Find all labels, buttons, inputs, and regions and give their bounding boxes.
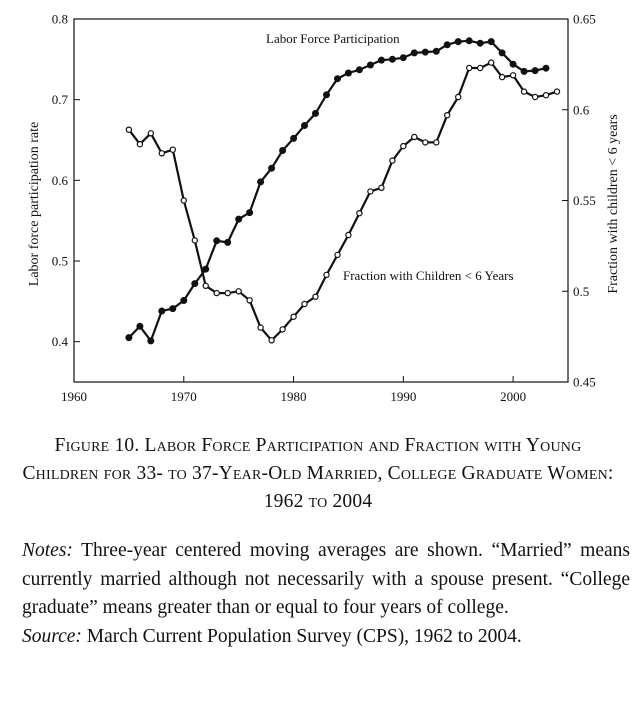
data-point-filled bbox=[225, 239, 231, 245]
x-axis bbox=[61, 376, 526, 404]
data-point-filled bbox=[532, 68, 538, 74]
notes-label: Notes: bbox=[22, 540, 73, 561]
right-y-tick-label: 0.55 bbox=[573, 193, 596, 208]
left-y-tick-label: 0.7 bbox=[51, 92, 68, 108]
right-y-tick-label: 0.65 bbox=[573, 11, 596, 27]
data-point-filled bbox=[203, 266, 209, 272]
data-point-open bbox=[148, 131, 153, 136]
data-point-open bbox=[533, 94, 538, 99]
data-point-filled bbox=[247, 210, 253, 216]
data-point-filled bbox=[510, 61, 516, 67]
data-point-filled bbox=[148, 338, 154, 344]
data-point-filled bbox=[378, 57, 384, 63]
data-point-open bbox=[313, 294, 318, 299]
data-point-open bbox=[269, 338, 274, 343]
data-point-filled bbox=[181, 298, 187, 304]
plot-border bbox=[74, 19, 568, 382]
data-point-open bbox=[357, 211, 362, 216]
data-point-open bbox=[543, 93, 548, 98]
data-point-open bbox=[203, 283, 208, 288]
series-line bbox=[129, 63, 557, 341]
left-y-tick-label: 0.4 bbox=[51, 334, 68, 350]
notes-text: Three-year centered moving averages are shown. “Married” means currently married although not necessarily with a spouse present. “College graduate” means greater than or equal to four years of college. bbox=[22, 540, 630, 618]
data-point-filled bbox=[488, 39, 494, 45]
right-y-tick-label: 0.45 bbox=[573, 374, 596, 390]
source-label: Source: bbox=[22, 625, 82, 647]
data-point-filled bbox=[521, 68, 527, 74]
data-point-filled bbox=[214, 238, 220, 244]
data-point-open bbox=[434, 140, 439, 145]
data-point-open bbox=[489, 60, 494, 65]
data-point-filled bbox=[313, 110, 319, 116]
x-tick-label: 1990 bbox=[390, 389, 417, 404]
data-point-open bbox=[137, 142, 142, 147]
x-tick-label: 2000 bbox=[500, 389, 527, 404]
data-point-filled bbox=[192, 281, 198, 287]
left-y-tick-label: 0.6 bbox=[51, 172, 68, 188]
left-axis-title: Labor force participation rate bbox=[27, 121, 42, 287]
right-y-axis bbox=[562, 12, 596, 390]
data-point-filled bbox=[433, 48, 439, 54]
annotation-fraction-with-children: Fraction with Children < 6 Years bbox=[343, 268, 514, 283]
data-point-open bbox=[368, 189, 373, 194]
left-y-axis bbox=[52, 12, 80, 350]
data-point-filled bbox=[543, 65, 549, 71]
data-point-open bbox=[170, 147, 175, 152]
data-point-filled bbox=[159, 308, 165, 314]
data-point-filled bbox=[291, 135, 297, 141]
series-line bbox=[129, 41, 546, 341]
data-point-open bbox=[324, 272, 329, 277]
data-point-open bbox=[500, 75, 505, 80]
source-text: March Current Population Survey (CPS), 1962 to 2004. bbox=[86, 625, 522, 647]
data-point-filled bbox=[499, 50, 505, 56]
data-point-open bbox=[181, 198, 186, 203]
data-point-open bbox=[423, 140, 428, 145]
right-axis-title: Fraction with children < 6 years bbox=[606, 114, 621, 294]
x-tick-label: 1980 bbox=[280, 389, 307, 404]
series-labor-force-participation bbox=[126, 38, 549, 344]
data-point-open bbox=[510, 73, 515, 78]
data-point-filled bbox=[269, 165, 275, 171]
figure-caption: Figure 10. Labor Force Participation and Fraction with Young Children for 33- to 37-Year-Old Married, College Graduate Women: 1962 to 2004 bbox=[22, 435, 614, 512]
data-point-open bbox=[335, 252, 340, 257]
data-point-open bbox=[346, 232, 351, 237]
data-point-filled bbox=[137, 323, 143, 329]
data-point-filled bbox=[302, 123, 308, 129]
data-point-open bbox=[554, 89, 559, 94]
source-paragraph bbox=[22, 623, 630, 652]
annotation-labor-force-participation: Labor Force Participation bbox=[266, 31, 400, 46]
data-point-open bbox=[379, 185, 384, 190]
left-y-tick-label: 0.5 bbox=[51, 253, 68, 269]
right-y-tick-label: 0.5 bbox=[573, 283, 590, 299]
notes-paragraph bbox=[22, 537, 630, 623]
data-point-filled bbox=[400, 55, 406, 61]
data-point-open bbox=[126, 127, 131, 132]
data-point-filled bbox=[389, 56, 395, 62]
data-point-filled bbox=[411, 50, 417, 56]
data-point-open bbox=[401, 144, 406, 149]
series-fraction-with-children bbox=[126, 60, 559, 343]
data-point-filled bbox=[422, 49, 428, 55]
data-point-open bbox=[445, 113, 450, 118]
data-point-open bbox=[192, 238, 197, 243]
data-point-open bbox=[412, 134, 417, 139]
data-point-filled bbox=[367, 62, 373, 68]
data-point-open bbox=[478, 65, 483, 70]
data-point-filled bbox=[236, 216, 242, 222]
data-point-filled bbox=[126, 335, 132, 341]
x-tick-label: 1960 bbox=[61, 389, 87, 404]
data-point-open bbox=[159, 151, 164, 156]
data-point-filled bbox=[455, 39, 461, 45]
data-point-open bbox=[522, 89, 527, 94]
data-point-filled bbox=[280, 148, 286, 154]
data-point-open bbox=[247, 298, 252, 303]
right-y-tick-label: 0.6 bbox=[573, 102, 590, 118]
data-point-filled bbox=[258, 179, 264, 185]
data-point-open bbox=[291, 314, 296, 319]
data-point-filled bbox=[466, 38, 472, 44]
data-point-filled bbox=[345, 70, 351, 76]
x-tick-label: 1970 bbox=[170, 389, 197, 404]
left-y-tick-label: 0.8 bbox=[51, 11, 68, 27]
data-point-filled bbox=[170, 306, 176, 312]
data-point-open bbox=[390, 158, 395, 163]
data-point-filled bbox=[324, 92, 330, 98]
plot-frame bbox=[74, 19, 568, 382]
data-point-open bbox=[467, 65, 472, 70]
data-point-open bbox=[214, 291, 219, 296]
data-point-open bbox=[225, 291, 230, 296]
data-point-filled bbox=[444, 42, 450, 48]
data-point-open bbox=[236, 289, 241, 294]
figure-notes bbox=[22, 537, 630, 651]
data-point-open bbox=[280, 327, 285, 332]
data-point-filled bbox=[335, 76, 341, 82]
data-point-filled bbox=[477, 40, 483, 46]
data-point-filled bbox=[356, 67, 362, 73]
data-point-open bbox=[302, 301, 307, 306]
data-point-open bbox=[258, 325, 263, 330]
data-point-open bbox=[456, 94, 461, 99]
